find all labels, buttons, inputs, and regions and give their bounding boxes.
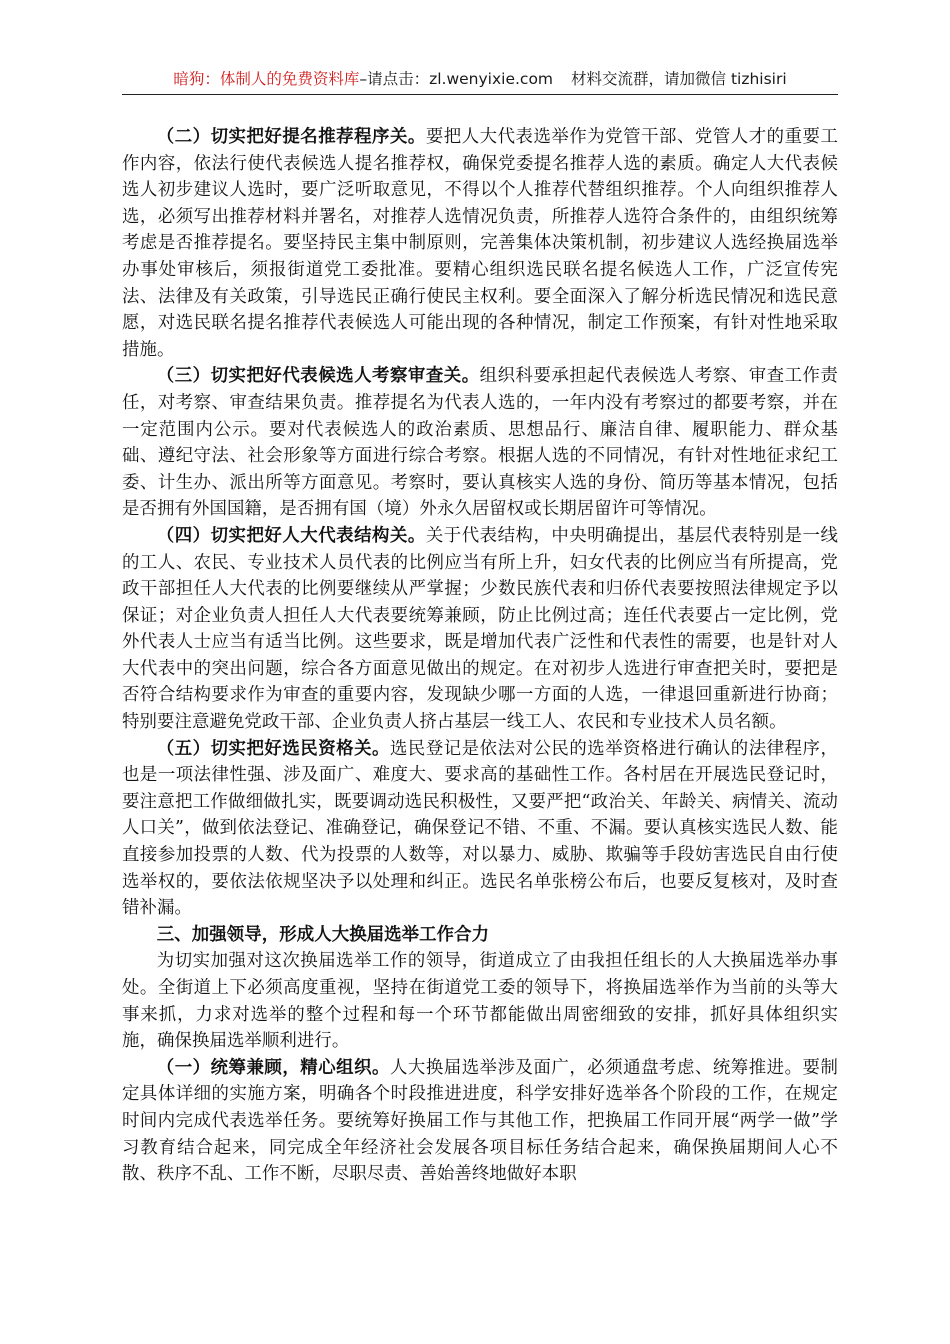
paragraph-heading: （二）切实把好提名推荐程序关。	[156, 127, 426, 147]
paragraph-text: 关于代表结构，中央明确提出，基层代表特别是一线的工人、农民、专业技术人员代表的比例应当有所上升，妇女代表的比例应当有所提高，党政干部担任人大代表的比例要继续从严掌握；少数民族代表和归侨代表要按照法律规定予以保证；对企业负责人担任人大代表要统筹兼顾，防止比例过高；连任代表要占一定比例，党外代表人士应当有适当比例。这些要求，既是增加代表广泛性和代表性的需要，也是针对人大代表中的突出问题，综合各方面意见做出的规定。在对初步人选进行审查把关时，要把是否符合结构要求作为审查的重要内容，发现缺少哪一方面的人选，一律退回重新进行协商；特别要注意避免党政干部、企业负责人挤占基层一线工人、农民和专业技术人员名额。	[122, 525, 838, 733]
paragraph-heading: （三）切实把好代表候选人考察审查关。	[156, 366, 480, 387]
header-site-prefix: 暗狗：体制人的免费资料库	[173, 70, 360, 88]
header-contact: 材料交流群，请加微信 tizhisiri	[571, 70, 787, 88]
paragraph-heading: （一）统筹兼顾，精心组织。	[156, 1057, 390, 1078]
paragraph-text: 为切实加强对这次换届选举工作的领导，街道成立了由我担任组长的人大换届选举办事处。全街道上下必须高度重视，坚持在街道党工委的领导下，将换届选举作为当前的头等大事来抓，力求对选举的整个过程和每一个环节都能做出周密细致的安排，抓好具体组织实施，确保换届选举顺利进行。	[122, 951, 838, 1052]
paragraph-text: 组织科要承担起代表候选人考察、审查工作责任，对考察、审查结果负责。推荐提名为代表人选的，一年内没有考察过的都要考察，并在一定范围内公示。要对代表候选人的政治素质、思想品行、廉洁自律、履职能力、群众基础、遵纪守法、社会形象等方面进行综合考察。根据人选的不同情况，有针对性地征求纪工委、计生办、派出所等方面意见。考察时，要认真核实人选的身份、简历等基本情况，包括是否拥有外国国籍，是否拥有国（境）外永久居留权或长期居留许可等情况。	[122, 366, 838, 520]
paragraph-coordination	[122, 1055, 838, 1188]
paragraph-text: 人大换届选举涉及面广，必须通盘考虑、统筹推进。要制定具体详细的实施方案，明确各个时段推进进度，科学安排好选举各个阶段的工作，在规定时间内完成代表选举任务。要统筹好换届工作与其他工作，把换届工作同开展“两学一做”学习教育结合起来，同完成全年经济社会发展各项目标任务结合起来，确保换届期间人心不散、秩序不乱、工作不断，尽职尽责、善始善终地做好本职	[122, 1057, 838, 1185]
paragraph-voter-eligibility	[122, 736, 838, 922]
section-heading: 三、加强领导，形成人大换届选举工作合力	[156, 924, 490, 945]
document-body	[122, 124, 838, 1188]
header-click-text: –请点击：	[359, 70, 430, 88]
paragraph-text: 选民登记是依法对公民的选举资格进行确认的法律程序，也是一项法律性强、涉及面广、难度大、要求高的基础性工作。各村居在开展选民登记时，要注意把工作做细做扎实，既要调动选民积极性，又要严把“政治关、年龄关、病情关、流动人口关”，做到依法登记、准确登记，确保登记不错、不重、不漏。要认真核实选民人数、能直接参加投票的人数、代为投票的人数等，对以暴力、威胁、欺骗等手段妨害选民自由行使选举权的，要依法依规坚决予以处理和纠正。选民名单张榜公布后，也要反复核对，及时查错补漏。	[122, 738, 838, 919]
header-url-link[interactable]: zl.wenyixie.com	[429, 70, 554, 88]
paragraph-candidate-review	[122, 363, 838, 523]
paragraph-leadership	[122, 948, 838, 1054]
page-header	[122, 66, 838, 95]
paragraph-heading: （五）切实把好选民资格关。	[156, 738, 390, 759]
section-heading-three	[122, 922, 838, 949]
paragraph-heading: （四）切实把好人大代表结构关。	[156, 525, 426, 546]
paragraph-text: 要把人大代表选举作为党管干部、党管人才的重要工作内容，依法行使代表候选人提名推荐权，确保党委提名推荐人选的素质。确定人大代表候选人初步建议人选时，要广泛听取意见，不得以个人推荐代替组织推荐。个人向组织推荐人选，必须写出推荐材料并署名，对推荐人选情况负责，所推荐人选符合条件的，由组织统筹考虑是否推荐提名。要坚持民主集中制原则，完善集体决策机制，初步建议人选经换届选举办事处审核后，须报街道党工委批准。要精心组织选民联名提名候选人工作，广泛宣传宪法、法律及有关政策，引导选民正确行使民主权利。要全面深入了解分析选民情况和选民意愿，对选民联名提名推荐代表候选人可能出现的各种情况，制定工作预案，有针对性地采取措施。	[122, 127, 838, 360]
paragraph-structure	[122, 523, 838, 736]
paragraph-nomination	[122, 124, 838, 363]
